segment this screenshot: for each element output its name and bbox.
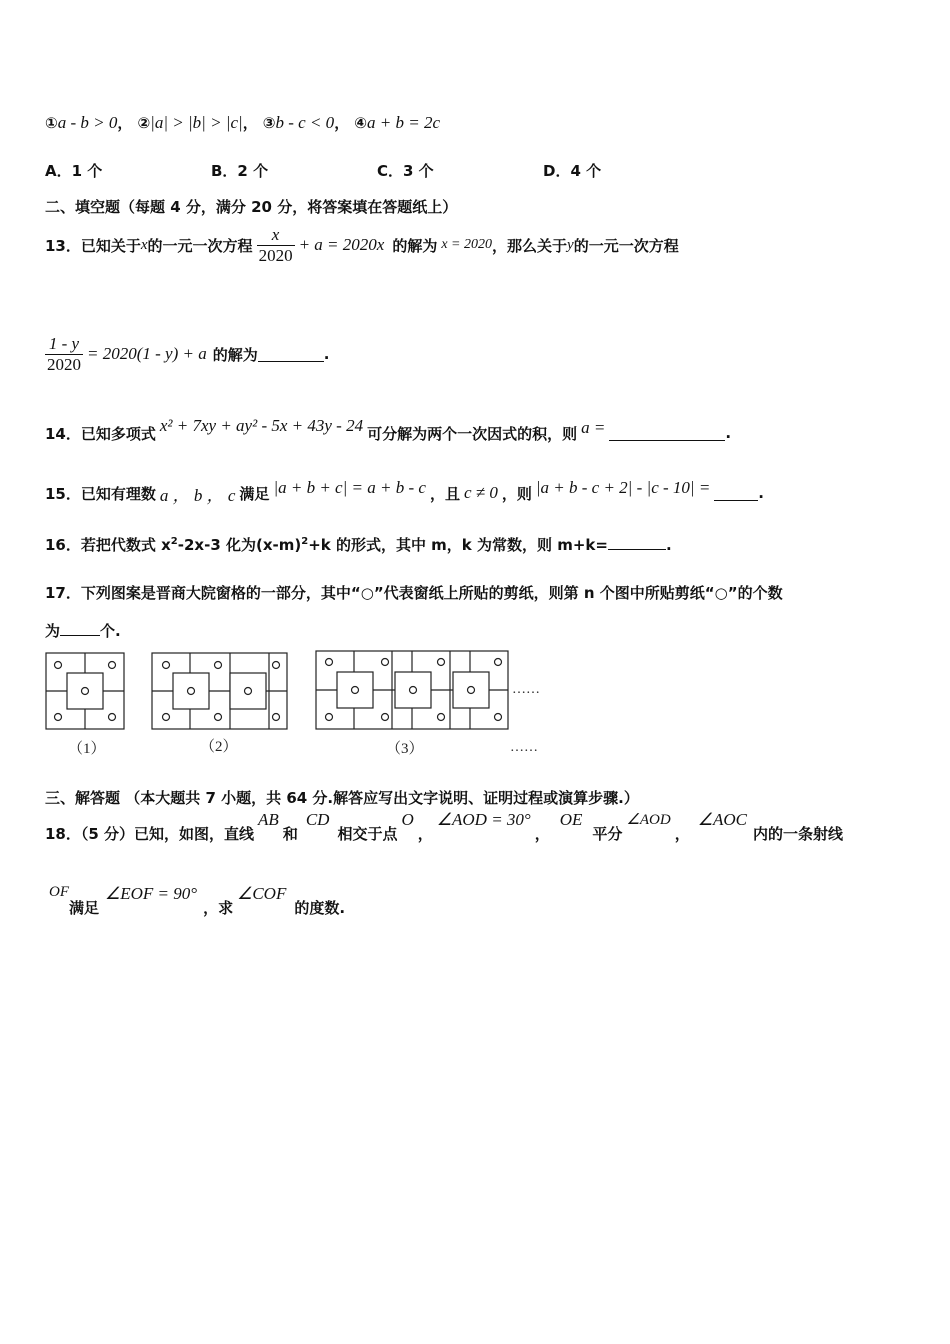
q14-polynomial: x² + 7xy + ay² - 5x + 43y - 24 [159,416,364,435]
fig2-center-square [230,673,266,709]
paper-cut-circle [55,662,62,669]
q14-text: 可分解为两个一次因式的积，则 [367,424,578,443]
period: . [758,484,764,502]
q15-vars: a ， b ， c [159,485,236,505]
q15-expression: |a + b - c + 2| - |c - 10| = [535,478,711,497]
period: . [725,424,732,442]
condition-2: |a| > |b| > |c| [150,113,243,132]
angle-cof: ∠COF [237,884,287,903]
q18-text: 相交于点 [337,825,398,843]
q18-text: 满足 [69,899,100,917]
fig3-center-square [337,672,373,708]
q13-text: 的解为 [392,236,438,255]
option-d: D．4 个 [543,162,602,180]
paper-cut-circle [438,714,445,721]
q15-condition: |a + b + c| = a + b - c [273,478,426,497]
fig3-center-square [453,672,489,708]
section2-title: 二、填空题（每题 4 分，满分 20 分，将答案填在答题纸上） [45,198,458,216]
paper-cut-circle [163,662,170,669]
condition-3: b - c < 0 [275,113,335,132]
paper-cut-circle [495,714,502,721]
paper-cut-circle [163,714,170,721]
paper-cut-circle [382,659,389,666]
separator: ， [242,114,258,132]
q18-line1 [45,810,843,850]
q18-text: 和 [282,825,298,843]
figure-2 [152,653,287,729]
option-b: B．2 个 [211,162,269,180]
q13-fraction2 [45,334,83,375]
q14 [45,418,731,448]
q13-lead: 13．已知关于 [45,236,141,255]
separator: ， [117,114,133,132]
paper-cut-circle [273,662,280,669]
answer-blank[interactable] [60,621,100,636]
answer-blank[interactable] [609,426,725,441]
fig2-center-square [173,673,209,709]
q15-text: ，且 [429,484,460,503]
superscript: 2 [170,536,178,547]
angle-aoc: ∠AOC [697,810,747,829]
fig2-label: （2） [200,739,238,755]
paper-cut-circle [495,659,502,666]
q13-text: 的一元一次方程 [147,236,253,255]
q15-text: 满足 [239,484,270,503]
q13-solution: x = 2020 [441,237,492,252]
fig3-label: （3） [386,741,424,757]
window-lattice-figures [40,645,560,763]
q15 [45,478,764,508]
q13-fraction [257,225,295,266]
q15-lead: 15．已知有理数 [45,484,156,503]
fraction-denominator: 2020 [47,354,81,374]
q18-text: 内的一条射线 [752,825,843,843]
answer-blank[interactable] [714,486,758,501]
q18-text: 的度数. [294,899,346,917]
q14-lhs: a = [581,418,606,437]
q13-text: 的解为 [212,345,258,364]
superscript: 2 [301,536,309,547]
line-ab: AB [258,810,279,829]
q16-text: +k 的形式，其中 m，k 为常数，则 m+k= [308,536,608,554]
option-c: C．3 个 [377,162,434,180]
answer-blank[interactable] [608,535,666,550]
fraction-denominator: 2020 [258,245,293,265]
paper-cut-circle [438,659,445,666]
q17-text: 个. [100,622,121,640]
ray-oe: OE [559,810,583,829]
q18-lead: 18．（5 分）已知，如图，直线 [45,825,255,843]
fig1-center-square [67,673,103,709]
paper-cut-circle [382,714,389,721]
q18-text: ， [674,825,690,843]
point-o: O [401,810,414,829]
fraction-numerator: x [257,225,295,246]
angle-aod-value: ∠AOD = 30° [436,810,531,829]
paper-cut-circle [215,714,222,721]
paper-cut-circle [55,714,62,721]
angle-aod: ∠AOD [626,812,671,828]
paper-cut-circle [273,714,280,721]
ray-of: OF [49,884,69,900]
q17-text: 为 [45,622,61,640]
q13-equation: + a = 2020x [298,235,385,254]
circled-2: ② [137,114,151,132]
period: . [665,536,672,554]
q17-line1: 17．下列图案是晋商大院窗格的一部分，其中“○”代表窗纸上所贴的剪纸，则第 n 个图中所贴剪纸“○”的个数 [45,584,783,602]
fig1-label: （1） [68,741,106,757]
paper-cut-circle [326,659,333,666]
separator: ， [334,114,350,132]
q13-line1 [45,222,679,268]
period: . [323,345,330,363]
q12-conditions [45,112,440,133]
q13-equation2: = 2020(1 - y) + a [87,344,207,363]
q15-text: ，则 [501,484,532,503]
q14-lead: 14．已知多项式 [45,424,156,443]
var-x: x [140,236,148,253]
paper-cut-circle [109,714,116,721]
condition-1: a - b > 0 [57,113,118,132]
q16 [45,534,672,555]
figure-3 [316,651,508,729]
q13-text: ，那么关于 [492,236,568,255]
q16-text: -2x-3 化为(x-m) [177,536,302,554]
q17-line2 [45,620,121,641]
paper-cut-circle [326,714,333,721]
q18-line2 [45,884,345,920]
var-y: y [567,236,574,253]
circled-4: ④ [354,114,367,132]
line-cd: CD [305,810,330,829]
fig3-center-square [395,672,431,708]
q18-text: ， [417,825,433,843]
q18-text: 平分 [592,825,623,843]
answer-blank[interactable] [258,347,324,362]
q15-condition2: c ≠ 0 [463,483,498,502]
angle-eof-value: ∠EOF = 90° [105,884,198,903]
circled-1: ① [45,114,58,132]
paper-cut-circle [215,662,222,669]
section3-title: 三、解答题 （本大题共 7 小题，共 64 分.解答应写出文字说明、证明过程或演算步骤.） [45,789,639,807]
ellipsis-right: …… [512,682,540,697]
figure-1 [46,653,124,729]
option-a: A．1 个 [45,162,103,180]
circled-3: ③ [262,114,276,132]
q18-text: ，求 [203,899,234,917]
condition-4: a + b = 2c [367,113,440,132]
q13-line2 [45,330,329,378]
q13-text: 的一元一次方程 [573,236,679,255]
ellipsis-below: …… [510,740,538,755]
q18-text: ， [534,825,550,843]
fraction-numerator: 1 - y [45,334,83,355]
paper-cut-circle [109,662,116,669]
q16-lead: 16．若把代数式 x [45,536,171,554]
